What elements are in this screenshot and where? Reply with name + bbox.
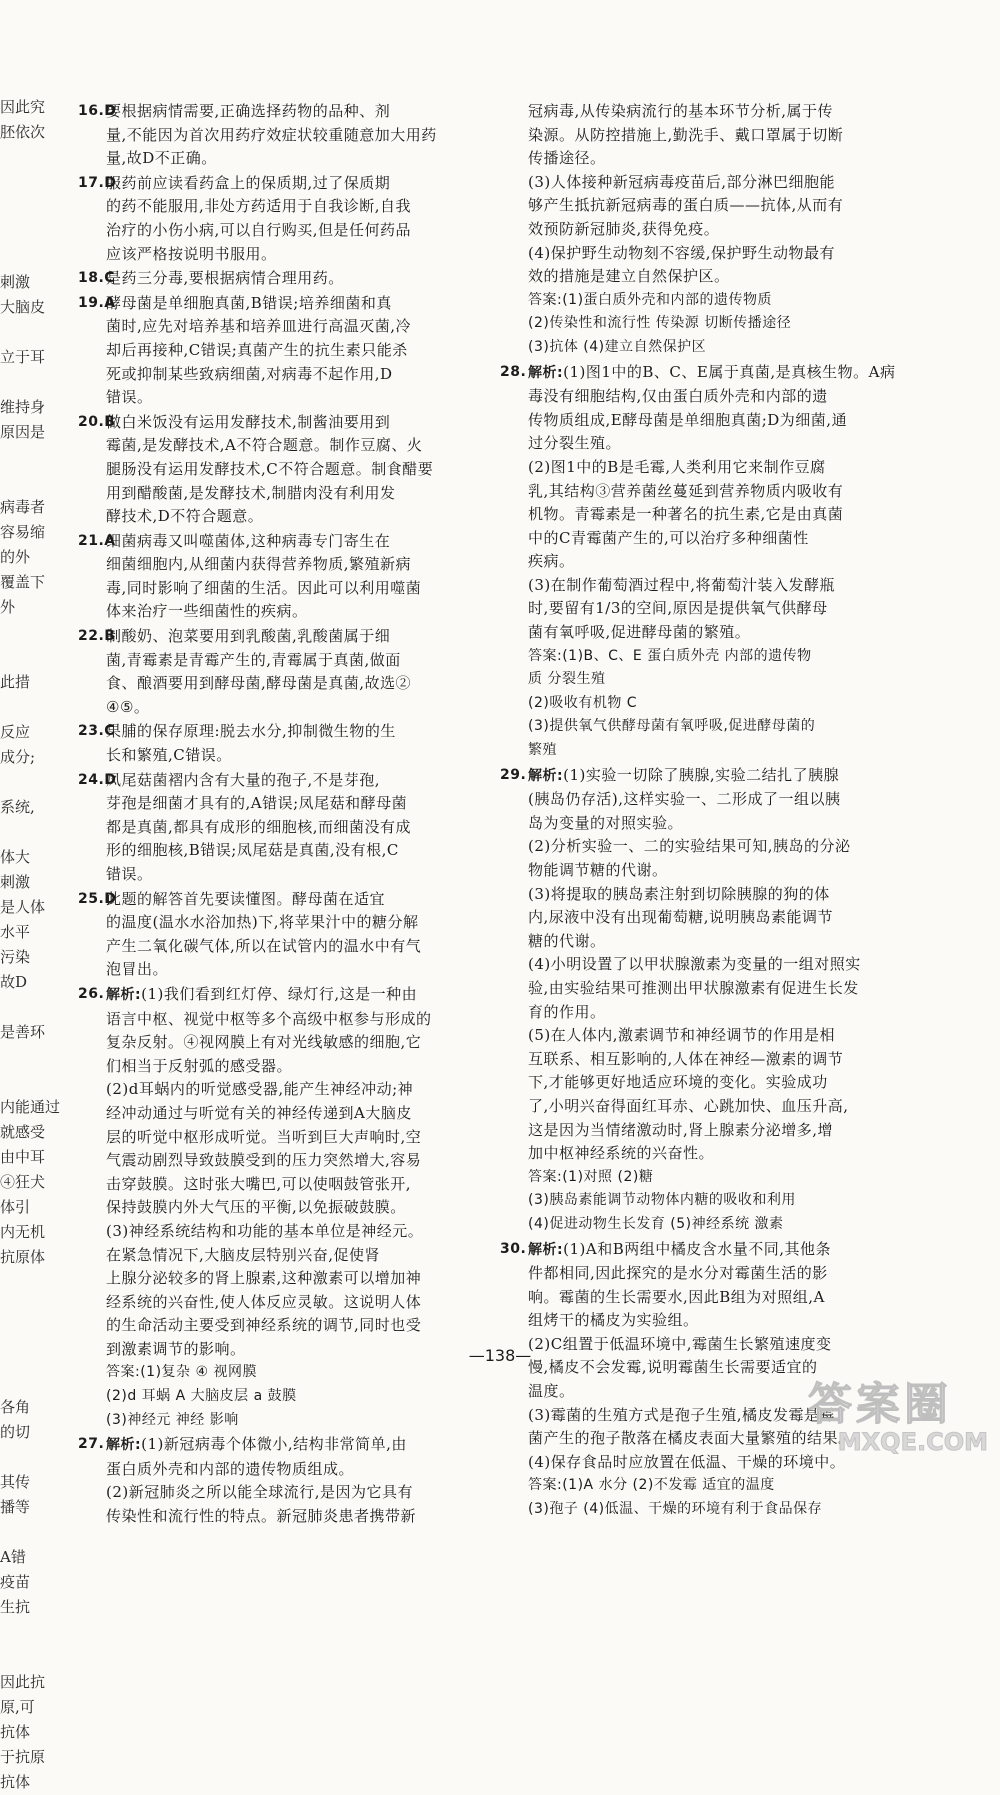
cutoff-line: A错: [0, 1548, 26, 1566]
item-line: 语言中枢、视觉中枢等多个高级中枢参与形成的: [106, 1009, 432, 1028]
item-line: 验,由实验结果可推测出甲状腺激素有促进生长发: [528, 978, 859, 997]
item-number: 19.A: [78, 294, 116, 311]
cutoff-line: 反应: [0, 723, 31, 741]
item-number: 24.D: [78, 771, 117, 788]
item-line: 保持鼓膜内外大气压的平衡,以免振破鼓膜。: [106, 1198, 406, 1217]
cutoff-line: 疫苗: [0, 1573, 31, 1591]
cutoff-line: 故D: [0, 973, 28, 991]
item-line: [528, 764, 910, 789]
item-line: 蛋白质外壳和内部的遗传物质组成。: [106, 1459, 355, 1478]
item-body: [106, 1433, 490, 1528]
item-line: 腿肠没有运用发酵技术,C不符合题意。制食醋要: [106, 459, 434, 478]
answer-item: [500, 361, 910, 763]
left-column: [78, 100, 490, 1530]
item-line: (3)霉菌的生殖方式是孢子生殖,橘皮发霉是霉: [528, 1405, 836, 1424]
cutoff-line: [0, 1295, 48, 1320]
item-line: 死或抑制某些致病细菌,对病毒不起作用,D: [106, 364, 393, 383]
item-line: [528, 361, 910, 386]
item-number: 20.B: [78, 413, 116, 430]
item-line: 凤尾菇菌褶内含有大量的孢子,不是芽孢,: [106, 770, 381, 789]
cutoff-line: [0, 1620, 48, 1645]
watermark-logo: [788, 1368, 988, 1463]
item-line: 糖的代谢。: [528, 931, 606, 950]
item-number: 21.A: [78, 532, 116, 549]
cutoff-line: 立于耳: [0, 348, 46, 366]
item-line: 毒没有细胞结构,仅由蛋白质外壳和内部的遗: [528, 387, 828, 406]
right-column: [500, 100, 910, 1523]
cutoff-line: 抗体: [0, 1723, 31, 1741]
item-line: 此题的解答首先要读懂图。酵母菌在适宜: [106, 889, 386, 908]
item-line: 细菌细胞内,从细菌内获得营养物质,繁殖新病: [106, 555, 412, 574]
cutoff-line: 水平: [0, 923, 31, 941]
item-line: (2)d耳蜗内的听觉感受器,能产生神经冲动;神: [106, 1080, 414, 1099]
answer-line: (4)促进动物生长发育 (5)神经系统 激素: [528, 1215, 784, 1232]
item-line: 上腺分泌较多的肾上腺素,这种激素可以增加神: [106, 1269, 422, 1288]
item-line: 细菌病毒又叫噬菌体,这种病毒专门寄生在: [106, 531, 391, 550]
answer-block: [528, 645, 910, 763]
item-line: 冠病毒,从传染病流行的基本环节分析,属于传: [528, 102, 834, 120]
cutoff-line: 抗原体: [0, 1248, 46, 1266]
cutoff-line: 体引: [0, 1198, 31, 1216]
item-line: 菌产生的孢子散落在橘皮表面大量繁殖的结果。: [528, 1429, 854, 1448]
cutoff-line: [0, 145, 48, 170]
item-line: ④⑤。: [106, 697, 150, 716]
item-number: 22.B: [78, 628, 116, 645]
cutoff-line: 成分;: [0, 748, 36, 766]
item-line: 体来治疗一些细菌性的疾病。: [106, 602, 308, 621]
cutoff-line: 胚依次: [0, 123, 46, 141]
cutoff-line: 污染: [0, 948, 31, 966]
item-line: 泡冒出。: [106, 960, 169, 979]
answer-line: 答案:(1)蛋白质外壳和内部的遗传物质: [528, 291, 773, 308]
analysis-label: 解析:: [528, 767, 564, 784]
cutoff-line: [0, 1320, 48, 1345]
line-text: (1)A和B两组中橘皮含水量不同,其他条: [563, 1239, 831, 1258]
item-line: 效预防新冠肺炎,获得免疫。: [528, 219, 720, 238]
cutoff-line: 因此抗: [0, 1673, 46, 1691]
item-body: [106, 292, 490, 410]
answer-item: [78, 172, 490, 266]
cutoff-line: ④狂犬: [0, 1173, 46, 1191]
answer-item: [78, 267, 490, 291]
item-line: 食、酿酒要用到酵母菌,酵母菌是真菌,故选②: [106, 674, 412, 693]
answer-line: (3)提供氧气供酵母菌有氧呼吸,促进酵母菌的: [528, 718, 816, 735]
item-line: 育的作用。: [528, 1002, 606, 1021]
cutoff-line: 生抗: [0, 1598, 31, 1616]
answer-block: [106, 1361, 490, 1432]
item-line: 在紧急情况下,大脑皮层特别兴奋,促使肾: [106, 1245, 381, 1264]
cutoff-line: [0, 695, 48, 720]
item-number: 30.: [500, 1240, 527, 1257]
item-line: [528, 1238, 910, 1263]
answer-line: (2)吸收有机物 C: [528, 694, 638, 711]
answer-line: (2)传染性和流行性 传染源 切断传播途径: [528, 315, 792, 332]
item-line: 气震动剧烈导致鼓膜受到的压力突然增大,容易: [106, 1151, 422, 1170]
answer-item: [78, 769, 490, 887]
cutoff-line: [0, 995, 48, 1020]
item-line: (4)保存食品时应放置在低温、干燥的环境中。: [528, 1452, 846, 1471]
answer-line: (3)神经元 神经 影响: [106, 1411, 239, 1428]
answer-item: [78, 411, 490, 529]
item-line: 内,尿液中没有出现葡萄糖,说明胰岛素能调节: [528, 908, 834, 927]
answer-line: 繁殖: [528, 742, 557, 759]
analysis-label: 解析:: [528, 1241, 564, 1258]
item-line: 服药前应读看药盒上的保质期,过了保质期: [106, 173, 391, 192]
item-line: 温度。: [528, 1382, 575, 1401]
analysis-label: 解析:: [106, 1437, 142, 1454]
item-line: 过分裂生殖。: [528, 434, 622, 453]
cutoff-line: [0, 770, 48, 795]
cutoff-line: 其传: [0, 1473, 31, 1491]
cutoff-line: [0, 1370, 48, 1395]
item-line: 响。霉菌的生长需要水,因此B组为对照组,A: [528, 1287, 825, 1306]
answer-item: [78, 625, 490, 719]
answer-line: 质 分裂生殖: [528, 671, 606, 688]
item-line: 制酸奶、泡菜要用到乳酸菌,乳酸菌属于细: [106, 627, 391, 646]
answer-line: (3)胰岛素能调节动物体内糖的吸收和利用: [528, 1192, 796, 1209]
cutoff-line: 就感受: [0, 1123, 46, 1141]
item-line: 霉菌,是发酵技术,A不符合题意。制作豆腐、火: [106, 436, 423, 455]
analysis-label: 解析:: [106, 986, 142, 1003]
item-line: (2)图1中的B是毛霉,人类利用它来制作豆腐: [528, 457, 826, 476]
item-line: 传物质组成,E酵母菌是单细胞真菌;D为细菌,通: [528, 410, 848, 429]
cutoff-line: [0, 645, 48, 670]
item-line: (2)分析实验一、二的实验结果可知,胰岛的分泌: [528, 837, 851, 856]
left-margin-cutoff-text: [0, 95, 61, 1791]
analysis-label: 解析:: [528, 364, 564, 381]
item-line: 的生命活动主要受到神经系统的调节,同时也受: [106, 1316, 422, 1335]
item-line: 长和繁殖,C错误。: [106, 746, 232, 765]
item-line: 果脯的保存原理:脱去水分,抑制微生物的生: [106, 722, 396, 741]
item-line: 菌有氧呼吸,促进酵母菌的繁殖。: [528, 623, 751, 642]
cutoff-line: 内无机: [0, 1223, 46, 1241]
answer-line: (2)d 耳蜗 A 大脑皮层 a 鼓膜: [106, 1388, 297, 1405]
cutoff-line: 原因是: [0, 423, 46, 441]
item-line: 传染性和流行性的特点。新冠肺炎患者携带新: [106, 1507, 417, 1526]
item-line: 应该严格按说明书服用。: [106, 244, 277, 263]
item-line: (5)在人体内,激素调节和神经调节的作用是相: [528, 1026, 836, 1045]
item-number: 16.D: [78, 103, 117, 119]
line-text: (1)实验一切除了胰腺,实验二结扎了胰腺: [563, 765, 840, 784]
item-line: (3)人体接种新冠病毒疫苗后,部分淋巴细胞能: [528, 172, 836, 191]
answer-line: 答案:(1)对照 (2)糖: [528, 1168, 654, 1185]
item-line: 这是因为当情绪激动时,肾上腺素分泌增多,增: [528, 1120, 834, 1139]
item-line: 疾病。: [528, 552, 575, 571]
cutoff-line: 原,可: [0, 1698, 35, 1716]
item-line: 们相当于反射弧的感受器。: [106, 1056, 293, 1075]
item-line: [106, 1433, 490, 1458]
item-line: 形的细胞核,B错误;凤尾菇是真菌,没有根,C: [106, 841, 399, 860]
item-line: 够产生抵抗新冠病毒的蛋白质——抗体,从而有: [528, 196, 844, 215]
answer-item: [78, 720, 490, 767]
page-number: —138—: [468, 1346, 532, 1365]
answer-block: [528, 1166, 910, 1237]
answer-line: (3)抗体 (4)建立自然保护区: [528, 338, 707, 355]
answer-item: [78, 888, 490, 982]
cutoff-line: [0, 1270, 48, 1295]
cutoff-line: [0, 1520, 48, 1545]
cutoff-line: 外: [0, 598, 16, 616]
cutoff-line: 覆盖下: [0, 573, 46, 591]
item-line: (4)小明设置了以甲状腺激素为变量的一组对照实: [528, 955, 861, 974]
cutoff-line: [0, 445, 48, 470]
cutoff-line: [0, 470, 48, 495]
item-line: 毒,同时影响了细菌的生活。因此可以利用噬菌: [106, 578, 422, 597]
watermark-url: MXQE.COM: [837, 1428, 988, 1456]
answer-item: [78, 292, 490, 410]
cutoff-line: 由中耳: [0, 1148, 46, 1166]
item-line: 乳,其结构③营养菌丝蔓延到营养物质内吸收有: [528, 481, 844, 500]
item-line: 菌时,应先对培养基和培养皿进行高温灭菌,冷: [106, 317, 412, 336]
answer-line: 答案:(1)复杂 ④ 视网膜: [106, 1364, 257, 1381]
item-line: 治疗的小伤小病,可以自行购买,但是任何药品: [106, 220, 412, 239]
item-line: 组烤干的橘皮为实验组。: [528, 1311, 699, 1330]
item-line: 做白米饭没有运用发酵技术,制酱油要用到: [106, 412, 391, 431]
answer-block: [528, 1474, 910, 1521]
cutoff-line: 刺激: [0, 873, 31, 891]
cutoff-line: 刺激: [0, 273, 31, 291]
item-line: 用到醋酸菌,是发酵技术,制腊肉没有利用发: [106, 483, 396, 502]
cutoff-line: 容易缩: [0, 523, 46, 541]
item-number: 29.: [500, 766, 527, 783]
item-line: 互联系、相互影响的,人体在神经—激素的调节: [528, 1049, 844, 1068]
item-line: 下,才能够更好地适应环境的变化。实验成功: [528, 1073, 828, 1092]
item-number: 23.C: [78, 723, 116, 740]
item-line: 到激素调节的影响。: [106, 1339, 246, 1358]
cutoff-line: 病毒者: [0, 498, 46, 516]
item-line: 慢,橘皮不会发霉,说明霉菌生长需要适宜的: [528, 1358, 818, 1377]
cutoff-line: [0, 195, 48, 220]
answer-item: [78, 530, 490, 624]
item-line: (3)将提取的胰岛素注射到切除胰腺的狗的体: [528, 884, 830, 903]
cutoff-line: 的外: [0, 548, 31, 566]
item-line: (胰岛仍存活),这样实验一、二形成了一组以胰: [528, 790, 841, 809]
item-line: 要根据病情需要,正确选择药物的品种、剂: [106, 102, 391, 120]
item-line: (3)在制作葡萄酒过程中,将葡萄汁装入发酵瓶: [528, 575, 836, 594]
cutoff-line: 是人体: [0, 898, 46, 916]
item-line: 的温度(温水水浴加热)下,将苹果汁中的糖分解: [106, 913, 419, 932]
cutoff-line: 抗体: [0, 1773, 31, 1791]
item-line: 中的C青霉菌产生的,可以治疗多种细菌性: [528, 528, 809, 547]
item-body: [106, 720, 490, 767]
answer-item: [500, 764, 910, 1237]
answer-item: [500, 100, 910, 360]
cutoff-line: [0, 1645, 48, 1670]
item-body: [106, 100, 490, 171]
cutoff-line: [0, 820, 48, 845]
item-line: 是药三分毒,要根据病情合理用药。: [106, 269, 344, 288]
cutoff-line: 大脑皮: [0, 298, 46, 316]
item-body: [528, 764, 910, 1237]
cutoff-line: 于抗原: [0, 1748, 46, 1766]
item-line: 芽孢是细菌才具有的,A错误;凤尾菇和酵母菌: [106, 794, 408, 813]
cutoff-line: [0, 170, 48, 195]
answer-block: [528, 289, 910, 360]
item-line: 却后再接种,C错误;真菌产生的抗生素只能杀: [106, 340, 408, 359]
item-body: [106, 888, 490, 982]
item-line: 错误。: [106, 388, 153, 407]
item-line: (3)神经系统结构和功能的基本单位是神经元。: [106, 1221, 424, 1240]
item-body: [106, 411, 490, 529]
cutoff-line: [0, 1070, 48, 1095]
cutoff-line: 体大: [0, 848, 31, 866]
item-line: 岛为变量的对照实验。: [528, 813, 684, 832]
cutoff-line: 因此究: [0, 98, 46, 116]
item-line: (4)保护野生动物刻不容缓,保护野生动物最有: [528, 243, 836, 262]
item-body: [528, 361, 910, 763]
item-line: 了,小明兴奋得面红耳赤、心跳加快、血压升高,: [528, 1096, 849, 1115]
item-number: 18.C: [78, 270, 116, 287]
item-number: 26.: [78, 985, 105, 1002]
item-number: 25.D: [78, 890, 117, 907]
cutoff-line: 此措: [0, 673, 31, 691]
cutoff-line: 是善环: [0, 1023, 46, 1041]
cutoff-line: [0, 1445, 48, 1470]
cutoff-line: 内能通过: [0, 1098, 61, 1116]
item-line: (2)新冠肺炎之所以能全球流行,是因为它具有: [106, 1483, 414, 1502]
item-line: 酵母菌是单细胞真菌,B错误;培养细菌和真: [106, 293, 392, 312]
answer-line: 答案:(1)A 水分 (2)不发霉 适宜的温度: [528, 1477, 775, 1494]
cutoff-line: [0, 620, 48, 645]
item-body: [528, 100, 910, 360]
answer-item: [78, 1433, 490, 1528]
item-line: 经冲动通过与听觉有关的神经传递到A大脑皮: [106, 1103, 412, 1122]
item-line: 错误。: [106, 865, 153, 883]
item-line: 都是真菌,都具有成形的细胞核,而细菌没有成: [106, 817, 412, 836]
item-line: 经系统的兴奋性,使人体反应灵敏。这说明人体: [106, 1292, 422, 1311]
item-body: [106, 172, 490, 266]
item-line: 染源。从防控措施上,勤洗手、戴口罩属于切断: [528, 125, 844, 144]
item-line: 传播途径。: [528, 149, 606, 168]
item-line: 时,要留有1/3的空间,原因是提供氧气供酵母: [528, 599, 828, 618]
cutoff-line: [0, 320, 48, 345]
item-number: 27.: [78, 1436, 105, 1453]
cutoff-line: 的切: [0, 1423, 31, 1441]
line-text: (1)我们看到红灯停、绿灯行,这是一种由: [141, 984, 418, 1003]
item-line: 酵技术,D不符合题意。: [106, 507, 264, 526]
cutoff-line: 系统,: [0, 798, 35, 816]
item-line: 量,不能因为首次用药疗效症状较重随意加大用药: [106, 125, 437, 144]
item-line: 件都相同,因此探究的是水分对霉菌生活的影: [528, 1264, 828, 1283]
cutoff-line: 维持身: [0, 398, 46, 416]
item-line: 机物。青霉素是一种著名的抗生素,它是由真菌: [528, 505, 844, 524]
item-line: [106, 983, 490, 1008]
watermark-logo-text: 答案圈: [808, 1379, 952, 1430]
cutoff-line: [0, 370, 48, 395]
item-number: 28.: [500, 363, 527, 380]
item-body: [106, 625, 490, 719]
item-line: 的药不能服用,非处方药适用于自我诊断,自我: [106, 197, 412, 216]
line-text: (1)图1中的B、C、E属于真菌,是真核生物。A病: [563, 362, 896, 381]
item-line: 效的措施是建立自然保护区。: [528, 267, 730, 286]
item-line: 加中枢神经系统的兴奋性。: [528, 1144, 715, 1163]
cutoff-line: 播等: [0, 1498, 31, 1516]
item-line: 菌,青霉素是青霉产生的,青霉属于真菌,做面: [106, 650, 401, 669]
answer-line: 答案:(1)B、C、E 蛋白质外壳 内部的遗传物: [528, 647, 812, 664]
item-number: 17.D: [78, 174, 117, 191]
item-body: [106, 769, 490, 887]
item-line: 量,故D不正确。: [106, 149, 217, 168]
cutoff-line: 各角: [0, 1398, 31, 1416]
line-text: (1)新冠病毒个体微小,结构非常简单,由: [141, 1435, 407, 1454]
item-body: [106, 267, 490, 291]
answer-line: (3)孢子 (4)低温、干燥的环境有利于食品保存: [528, 1501, 823, 1518]
cutoff-line: [0, 245, 48, 270]
item-line: 产生二氧化碳气体,所以在试管内的温水中有气: [106, 936, 422, 955]
item-line: 物能调节糖的代谢。: [528, 861, 668, 879]
cutoff-line: [0, 220, 48, 245]
item-line: 击穿鼓膜。这时张大嘴巴,可以使咽鼓管张开,: [106, 1174, 412, 1193]
answer-item: [78, 100, 490, 171]
item-line: (2)C组置于低温环境中,霉菌生长繁殖速度变: [528, 1334, 832, 1353]
cutoff-line: [0, 1045, 48, 1070]
item-line: 复杂反射。④视网膜上有对光线敏感的细胞,它: [106, 1033, 422, 1052]
item-line: 层的听觉中枢形成听觉。当听到巨大声响时,空: [106, 1127, 422, 1146]
item-body: [106, 530, 490, 624]
